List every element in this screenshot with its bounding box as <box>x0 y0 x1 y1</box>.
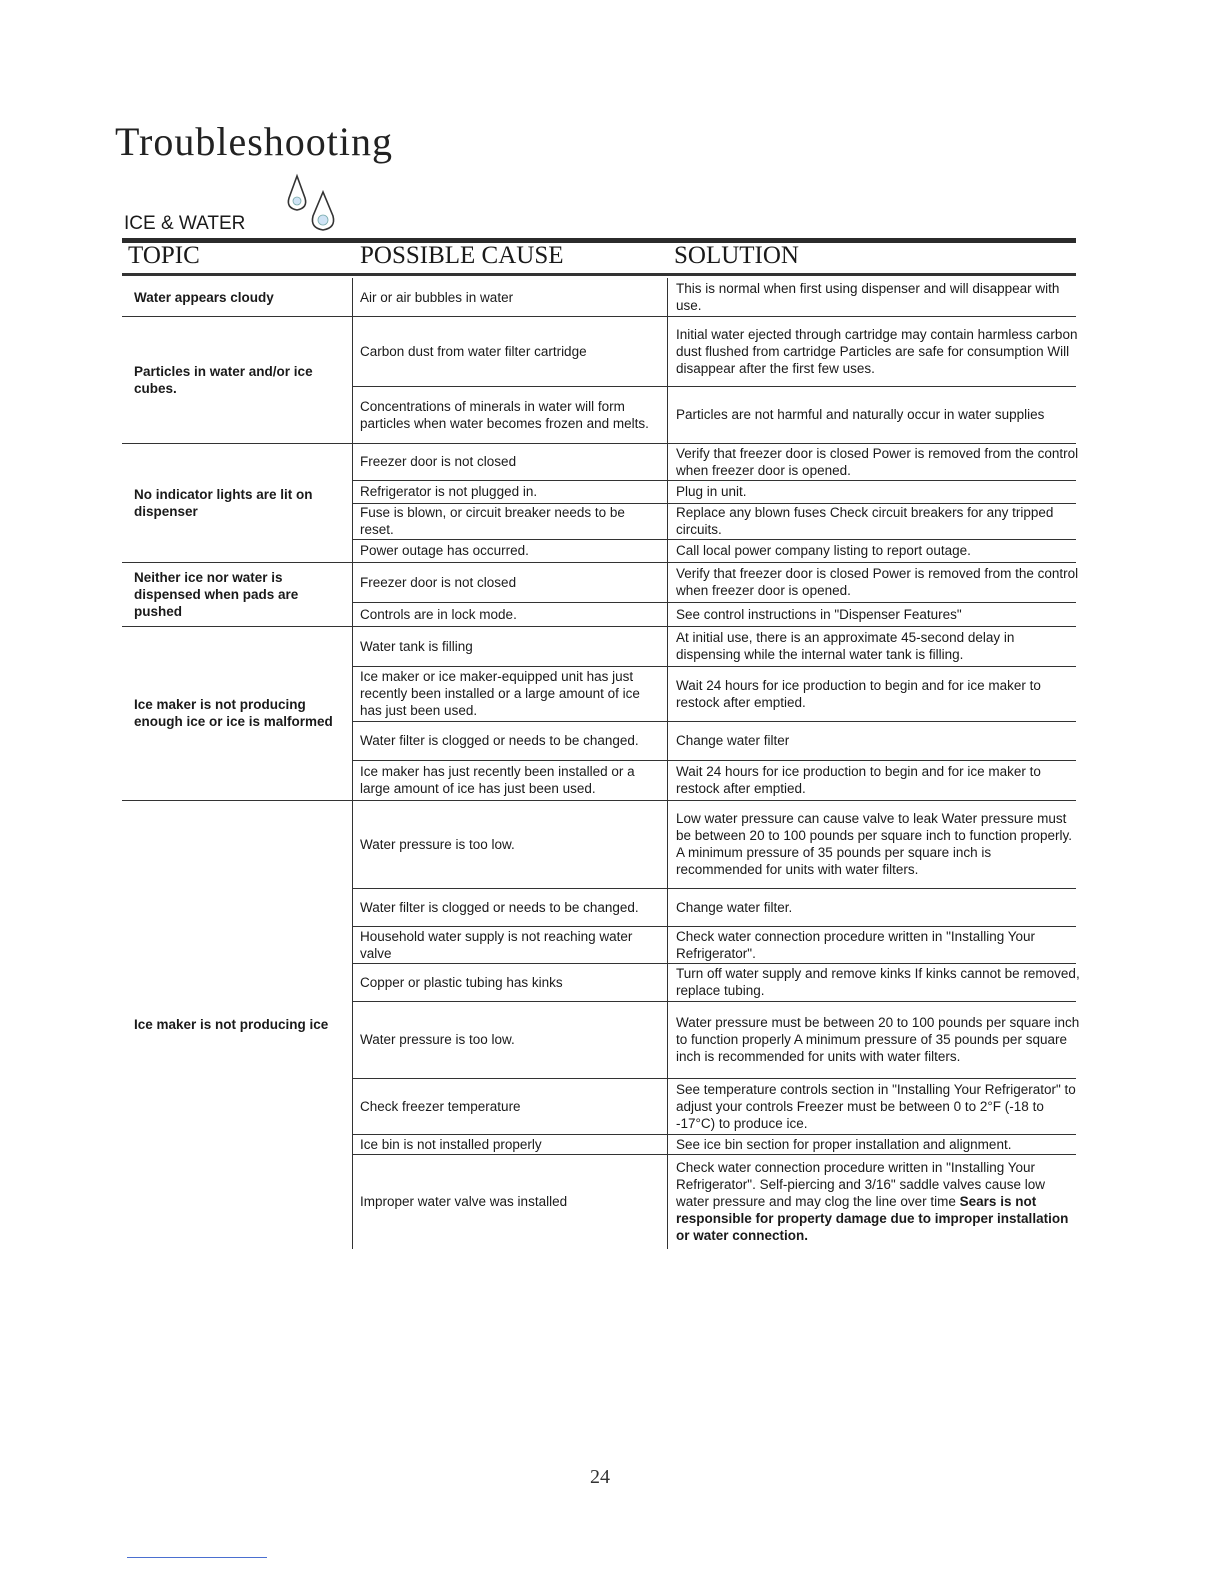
topic-cell: No indicator lights are lit on dispenser <box>134 486 313 519</box>
solution-body: Turn off water supply and remove kinks If kinks cannot be removed, replace tubing. <box>676 966 1080 998</box>
solution-text <box>676 810 1081 878</box>
cause-cell: Water tank is filling <box>360 638 473 654</box>
solution-column-line <box>667 278 668 1249</box>
cause-cell: Concentrations of minerals in water will form particles when water becomes frozen and melts. <box>360 398 649 431</box>
cause-cell: Ice maker or ice maker-equipped unit has just recently been installed or a large amount of ice has just been used. <box>360 669 640 718</box>
cause-cell: Household water supply is not reaching water valve <box>360 928 633 961</box>
solution-cell <box>676 926 1081 963</box>
solution-body: Particles are not harmful and naturally occur in water supplies <box>676 407 1045 422</box>
cause-cell: Water filter is clogged or needs to be changed. <box>360 899 639 915</box>
solution-cell <box>676 963 1081 1001</box>
header-topic: TOPIC <box>128 242 200 269</box>
cause-cell: Air or air bubbles in water <box>360 289 514 305</box>
cause-cell: Controls are in lock mode. <box>360 606 517 622</box>
solution-text <box>676 732 789 749</box>
cause-cell: Water filter is clogged or needs to be changed. <box>360 733 639 748</box>
solution-body: At initial use, there is an approximate 45-second delay in dispensing while the internal water tank is filling. <box>676 630 1015 662</box>
solution-text <box>676 965 1081 999</box>
page-number: 24 <box>590 1466 610 1488</box>
solution-text <box>676 326 1081 377</box>
solution-body: Replace any blown fuses Check circuit breakers for any tripped circuits. <box>676 505 1054 537</box>
solution-text <box>676 1014 1081 1065</box>
section-title: ICE & WATER <box>124 213 246 234</box>
solution-cell <box>676 503 1081 539</box>
solution-body: Verify that freezer door is closed Power is removed from the control when freezer door is opened. <box>676 566 1079 598</box>
topic-cell: Neither ice nor water is dispensed when pads are pushed <box>134 569 299 619</box>
solution-text <box>676 406 1044 423</box>
cause-cell: Copper or plastic tubing has kinks <box>360 974 563 990</box>
cause-cell: Improper water valve was installed <box>360 1194 568 1209</box>
solution-cell <box>676 316 1081 386</box>
solution-text <box>676 1081 1081 1132</box>
cause-cell: Fuse is blown, or circuit breaker needs to be reset. <box>360 505 625 537</box>
solution-cell <box>676 1154 1081 1249</box>
solution-cell <box>676 602 1081 626</box>
water-drops-icon <box>283 172 343 238</box>
solution-body: Wait 24 hours for ice production to begin and for ice maker to restock after emptied. <box>676 677 1041 710</box>
cause-cell: Freezer door is not closed <box>360 574 517 590</box>
solution-body: Wait 24 hours for ice production to begin and for ice maker to restock after emptied. <box>676 764 1041 796</box>
solution-cell <box>676 888 1081 926</box>
solution-cell <box>676 721 1081 760</box>
solution-body: See ice bin section for proper installation and alignment. <box>676 1136 1012 1152</box>
solution-cell <box>676 626 1081 666</box>
topic-cell: Particles in water and/or ice cubes. <box>134 363 313 396</box>
solution-cell <box>676 800 1081 888</box>
solution-body: See control instructions in "Dispenser Features" <box>676 606 962 622</box>
solution-text <box>676 1159 1081 1244</box>
solution-body: Low water pressure can cause valve to leak Water pressure must be between 20 to 100 pounds per square inch to function properly. A minimum pressure of 35 pounds per square inch is recommended for units with water filters. <box>676 811 1073 877</box>
solution-body: See temperature controls section in "Installing Your Refrigerator" to adjust your controls Freezer must be between 0 to 2°F (-18 to -17°C) to produce ice. <box>676 1081 1076 1131</box>
cause-cell: Water pressure is too low. <box>360 836 515 852</box>
header-solution: SOLUTION <box>674 242 799 269</box>
solution-text <box>676 542 971 559</box>
cause-cell: Check freezer temperature <box>360 1098 521 1114</box>
solution-cell <box>676 278 1081 316</box>
solution-body: Plug in unit. <box>676 484 747 499</box>
solution-text <box>676 445 1081 479</box>
solution-text <box>676 629 1081 663</box>
cause-cell: Ice bin is not installed properly <box>360 1136 542 1152</box>
topic-cell: Ice maker is not producing enough ice or ice is malformed <box>134 697 333 729</box>
solution-text <box>676 483 747 500</box>
solution-text <box>676 565 1081 599</box>
cause-column-line <box>352 278 353 1249</box>
solution-body: Verify that freezer door is closed Power is removed from the control when freezer door is opened. <box>676 445 1079 478</box>
solution-cell <box>676 443 1081 480</box>
solution-text <box>676 280 1081 314</box>
solution-cell <box>676 539 1081 562</box>
page-title: Troubleshooting <box>115 119 394 164</box>
topic-cell: Water appears cloudy <box>134 289 274 305</box>
header-underline <box>122 273 1076 276</box>
cause-cell: Ice maker has just recently been installed or a large amount of ice has just been used. <box>360 764 635 796</box>
cause-cell: Power outage has occurred. <box>360 543 529 558</box>
solution-body: Call local power company listing to report outage. <box>676 543 971 558</box>
header-cause: POSSIBLE CAUSE <box>360 242 564 269</box>
cause-cell: Refrigerator is not plugged in. <box>360 484 538 499</box>
topic-cell: Ice maker is not producing ice <box>134 1017 329 1032</box>
cause-cell: Freezer door is not closed <box>360 454 517 469</box>
cause-cell: Carbon dust from water filter cartridge <box>360 343 587 359</box>
footer-line <box>127 1557 267 1558</box>
solution-cell <box>676 1134 1081 1154</box>
solution-cell <box>676 562 1081 602</box>
solution-warning: Sears is not responsible for property damage due to improper installation or water connection. <box>676 1194 1069 1243</box>
solution-body: Water pressure must be between 20 to 100 pounds per square inch to function properly A minimum pressure of 35 pounds per square inch is recommended for units with water filters. <box>676 1015 1080 1064</box>
solution-cell <box>676 1078 1081 1134</box>
solution-text <box>676 677 1081 711</box>
solution-body: Change water filter. <box>676 899 793 915</box>
solution-body: Check water connection procedure written in "Installing Your Refrigerator". Self-piercing and 3/16" saddle valves cause low water pressure and may clog the line over time <box>676 1160 1046 1209</box>
solution-body: Initial water ejected through cartridge may contain harmless carbon dust flushed from cartridge Particles are safe for consumption Will disappear after the first few uses. <box>676 326 1078 376</box>
solution-cell <box>676 386 1081 443</box>
solution-text <box>676 504 1081 538</box>
solution-text <box>676 899 792 916</box>
solution-cell <box>676 666 1081 721</box>
column-headers <box>122 242 1076 272</box>
solution-body: This is normal when first using dispenser and will disappear with use. <box>676 281 1060 313</box>
solution-text <box>676 606 962 623</box>
solution-body: Change water filter <box>676 733 790 748</box>
solution-text <box>676 928 1081 962</box>
solution-text <box>676 1136 1011 1153</box>
solution-cell <box>676 1001 1081 1078</box>
solution-body: Check water connection procedure written in "Installing Your Refrigerator". <box>676 928 1035 961</box>
solution-cell <box>676 760 1081 800</box>
solution-text <box>676 763 1081 797</box>
cause-cell: Water pressure is too low. <box>360 1032 515 1047</box>
solution-cell <box>676 480 1081 503</box>
